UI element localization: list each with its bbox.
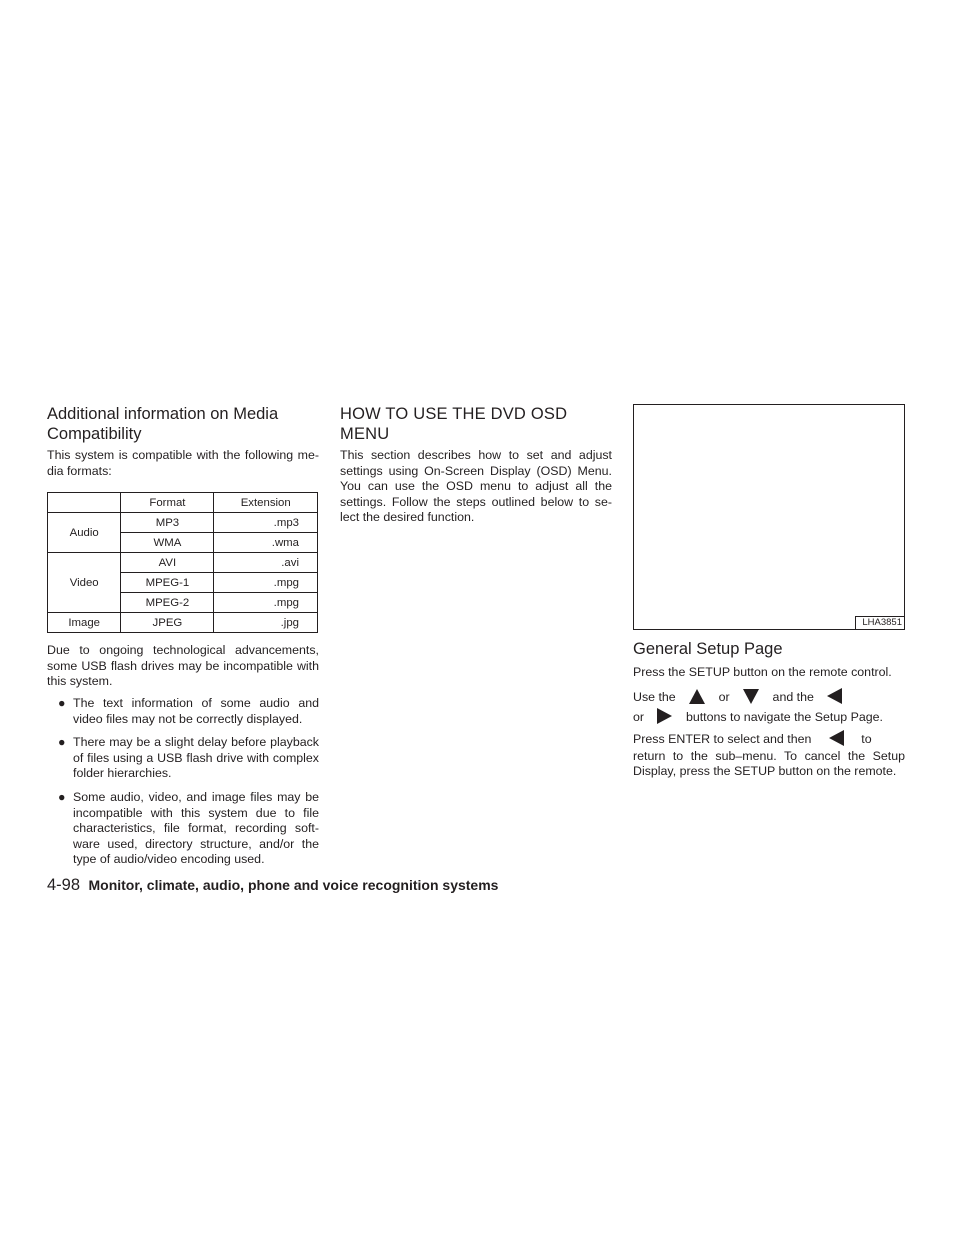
list-item (47, 735, 319, 782)
table-header-row (48, 493, 318, 513)
instruction-text: to (861, 731, 872, 746)
table-extension-cell: .jpg (214, 613, 318, 633)
list-item-text: The text information of some audio and video files may not be correctly displayed. (73, 695, 319, 726)
table-extension-cell: .mp3 (214, 513, 318, 533)
list-item (47, 696, 319, 727)
down-arrow-icon (743, 689, 759, 704)
setup-instruction-1: Press the SETUP button on the remote control. (633, 665, 892, 679)
table-category-cell: Image (48, 613, 121, 633)
instruction-text: Use the (633, 689, 676, 704)
usb-compatibility-note: Due to ongoing technological advancements, some USB flash drives may be incompatible with this system. (47, 643, 319, 689)
table-format-cell: AVI (121, 553, 214, 573)
dvd-osd-menu-body: This section describes how to set and adjust settings using On-Screen Display (OSD) Menu. You can use the OSD menu to adjust all the settings. Follow the steps outlined below to se-lect the desired function. (340, 448, 612, 525)
bullet-icon: ● (58, 789, 66, 804)
table-extension-cell: .avi (214, 553, 318, 573)
table-header-cell: Extension (214, 493, 318, 513)
list-item-text: Some audio, video, and image files may be incompatible with this system due to file characteristics, file format, recording soft-ware used, directory structure, and/or the type of audio/video encoding used. (73, 789, 319, 867)
list-item (47, 790, 319, 868)
page-footer (47, 876, 498, 895)
table-extension-cell: .mpg (214, 573, 318, 593)
instruction-text: or (718, 689, 730, 704)
compatibility-bullet-list (47, 696, 319, 868)
table-row (48, 553, 318, 573)
bullet-icon: ● (58, 735, 66, 750)
right-arrow-icon (657, 708, 672, 724)
bullet-icon: ● (58, 695, 66, 710)
instruction-text: return to the sub–menu. To cancel the Setup Display, press the SETUP button on the remote. (633, 748, 905, 779)
instruction-text: buttons to navigate the Setup Page. (685, 709, 883, 724)
table-format-cell: MP3 (121, 513, 214, 533)
table-format-cell: WMA (121, 533, 214, 553)
page-number: 4-98 (47, 876, 81, 894)
media-format-table (47, 492, 318, 633)
table-format-cell: JPEG (121, 613, 214, 633)
figure-label: LHA3851 (855, 616, 904, 629)
instruction-text: or (633, 709, 645, 724)
table-category-cell: Video (48, 553, 121, 613)
media-compatibility-section (47, 404, 319, 876)
list-item-text: There may be a slight delay before playback of files using a USB flash drive with complex folder hierarchies. (73, 735, 319, 781)
table-row (48, 513, 318, 533)
general-setup-heading: General Setup Page (633, 640, 783, 658)
setup-figure (633, 404, 905, 630)
table-header-cell: Format (121, 493, 214, 513)
setup-instruction-2 (633, 687, 905, 727)
chapter-title: Monitor, climate, audio, phone and voice recognition systems (88, 877, 499, 893)
table-header-cell (48, 493, 121, 513)
general-setup-section (633, 404, 905, 780)
instruction-text: Press ENTER to select and then (633, 731, 812, 746)
up-arrow-icon (689, 689, 705, 704)
table-category-cell: Audio (48, 513, 121, 553)
media-compatibility-heading: Additional information on Media Compatibility (47, 405, 279, 443)
left-arrow-icon (827, 688, 842, 704)
table-format-cell: MPEG-2 (121, 593, 214, 613)
dvd-osd-menu-heading: HOW TO USE THE DVD OSD MENU (340, 405, 568, 443)
table-extension-cell: .mpg (214, 593, 318, 613)
table-format-cell: MPEG-1 (121, 573, 214, 593)
table-extension-cell: .wma (214, 533, 318, 553)
instruction-text: and the (772, 689, 814, 704)
dvd-osd-menu-section (340, 404, 612, 526)
setup-instruction-3 (633, 729, 905, 780)
left-arrow-icon (829, 730, 844, 746)
table-row (48, 613, 318, 633)
compatibility-intro: This system is compatible with the following me-dia formats: (47, 448, 319, 478)
